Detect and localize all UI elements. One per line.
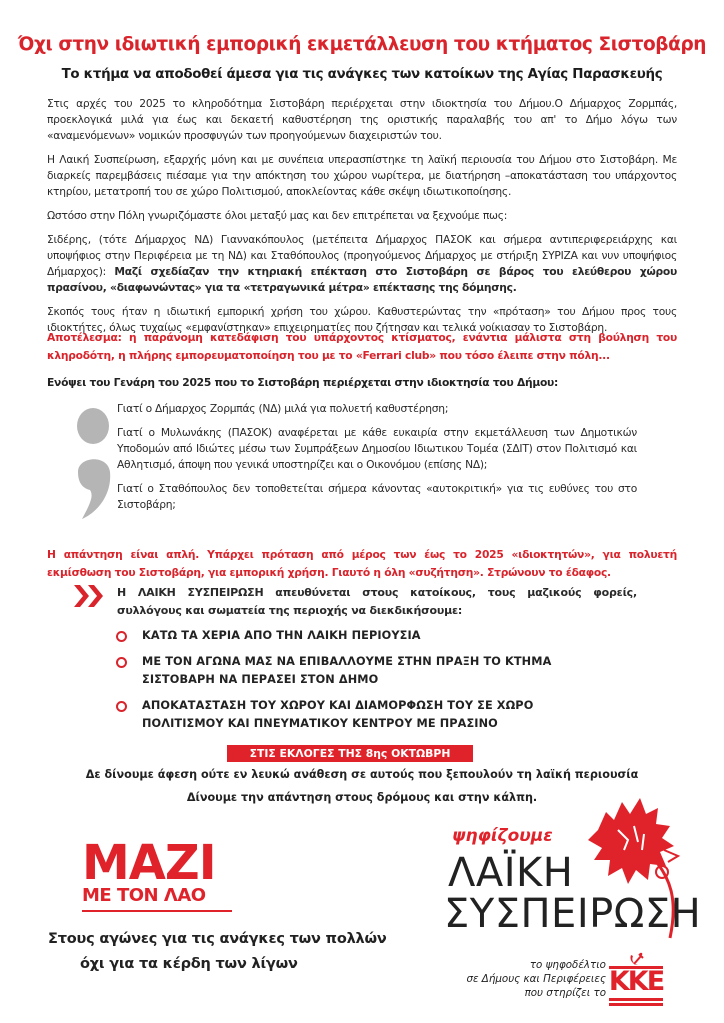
paragraph-1: Στις αρχές του 2025 το κληροδότημα Σιστοβάρη περιέρχεται στην ιδιοκτησία του Δήμου.Ο Δήμαρχος Ζορμπάς, προεκλογικά μιλά για έως και δεκαετή καθυστέρηση της οριστικής παραλαβής του απ' το Δήμο λόγω των «αναμενόμενων» νομικών προσφυγών των προηγούμενων διαχειριστών του. [47, 97, 677, 142]
circle-bullet-icon [116, 631, 127, 642]
slogan-line-2: όχι για τα κέρδη των λίγων [80, 956, 298, 972]
quote-mark-icon [68, 404, 118, 519]
questions-list [117, 401, 637, 521]
answer-paragraph: Η απάντηση είναι απλή. Υπάρχει πρόταση από μέρος των έως το 2025 «ιδιοκτητών», για πολυετή εκμίσθωση του Σιστοβάρη, για εμπορική χρήση. Γιαυτό η όλη «συζήτηση». Στρώνουν το έδαφος. [47, 548, 677, 579]
demand-item [114, 627, 614, 645]
kke-logo-letters: ΚΚΕ [608, 966, 664, 997]
mazi-logo-big: ΜΑΖΙ [82, 835, 216, 891]
circle-bullet-icon [116, 701, 127, 712]
kke-caption-line: το ψηφοδέλτιο [529, 959, 606, 971]
kke-caption-line: σε Δήμους και Περιφέρειες [466, 973, 606, 985]
intro-section [47, 96, 677, 344]
paragraph-5: Σκοπός τους ήταν η ιδιωτική εμπορική χρήση του χώρου. Καθυστερώντας την «πρόταση» του Δήμου προς τους ιδιοκτήτες, όλως τυχαίως «εμφανίστηκαν» επιχειρηματίες που ζήτησαν και τελικά νοίκιασαν το Σιστοβάρη. [47, 305, 677, 334]
demand-item [114, 697, 614, 733]
demand-text: ΑΠΟΚΑΤΑΣΤΑΣΗ ΤΟΥ ΧΩΡΟΥ ΚΑΙ ΔΙΑΜΟΡΦΩΣΗ ΤΟΥ ΣΕ ΧΩΡΟ ΠΟΛΙΤΙΣΜΟΥ ΚΑΙ ΠΝΕΥΜΑΤΙΚΟΥ ΚΕΝΤΡΟΥ ΜΕ ΠΡΑΣΙΝΟ [142, 699, 534, 730]
paragraph-2: Η Λαική Συσπείρωση, εξαρχής μόνη και με συνέπεια υπερασπίστηκε τη λαϊκή περιουσία του Δήμου στο Σιστοβάρη. Με διαρκείς παρεμβάσεις πιέσαμε για την απόκτηση του χώρου νωρίτερα, με διατήρηση –αποκατάσταση του υπάρχοντος κτηρίου, μετατροπή του σε χώρο Πολιτισμού, αποκλείοντας κάθε σκέψη ιδιωτικοποίησης. [47, 153, 677, 198]
closing-line-1: Δε δίνουμε άφεση ούτε εν λευκώ ανάθεση σε αυτούς που ξεπουλούν τη λαϊκή περιουσία [85, 768, 639, 781]
kke-logo [605, 952, 667, 1008]
paragraph-4-plain: Σιδέρης, (τότε Δήμαρχος ΝΔ) Γιαννακόπουλος (μετέπειτα Δήμαρχος ΠΑΣΟΚ και σήμερα αντιπεριφερειάρχης και υποψήφιος στην Περιφέρεια με τη ΝΔ) και Σταθόπουλος (προηγούμενος Δήμαρχος με στήριξη ΣΥΡΙΖΑ και νυν υποψήφιος Δήμαρχος): [47, 233, 677, 278]
kke-logo-bar [609, 1003, 663, 1006]
mazi-logo-small: ΜΕ ΤΟΝ ΛΑΟ [82, 886, 232, 912]
demand-text: ΜΕ ΤΟΝ ΑΓΩΝΑ ΜΑΣ ΝΑ ΕΠΙΒΑΛΛΟΥΜΕ ΣΤΗΝ ΠΡΑΞΗ ΤΟ ΚΤΗΜΑ ΣΙΣΤΟΒΑΡΗ ΝΑ ΠΕΡΑΣΕΙ ΣΤΟΝ ΔΗΜΟ [142, 655, 552, 686]
page-subtitle: Το κτήμα να αποδοθεί άμεσα για τις ανάγκες των κατοίκων της Αγίας Παρασκευής [61, 67, 663, 82]
kke-caption [466, 958, 606, 1000]
ahead-heading: Ενόψει του Γενάρη του 2025 που το Σιστοβάρη περιέρχεται στην ιδιοκτησία του Δήμου: [47, 376, 559, 389]
demand-text: ΚΑΤΩ ΤΑ ΧΕΡΙΑ ΑΠΟ ΤΗΝ ΛΑΙΚΗ ΠΕΡΙΟΥΣΙΑ [142, 629, 421, 642]
result-paragraph: Αποτέλεσμα: η παράνομη κατεδάφιση του υπάρχοντος κτίσματος, ενάντια μάλιστα στη βούληση του κληροδότη, η πλήρης εμπορευματοποίηση του με το «Ferrari club» που τόσο έλειπε στην πόλη... [47, 331, 677, 362]
paragraph-4-bold: Μαζί σχεδίαζαν την κτηριακή επέκταση στο Σιστοβάρη σε βάρος του ελεύθερου χώρου πρασίνου, «διαφωνώντας» για τα «τετραγωνικά μέτρα» επέκτασης της δόμησης. [47, 265, 677, 294]
circle-bullet-icon [116, 657, 127, 668]
question-item: Γιατί ο Δήμαρχος Ζορμπάς (ΝΔ) μιλά για πολυετή καθυστέρηση; [117, 402, 449, 415]
page-title: Όχι στην ιδιωτική εμπορική εκμετάλλευση του κτήματος Σιστοβάρη [17, 34, 707, 55]
hammer-sickle-icon [627, 952, 645, 967]
election-banner: ΣΤΙΣ ΕΚΛΟΓΕΣ ΤΗΣ 8ης ΟΚΤΩΒΡΗ [227, 745, 473, 762]
slogan-line-1: Στους αγώνες για τις ανάγκες των πολλών [48, 931, 387, 947]
demands-list [114, 627, 614, 741]
double-chevron-icon [72, 583, 106, 609]
demand-item [114, 653, 614, 689]
mazi-logo [82, 835, 232, 912]
paragraph-3: Ωστόσο στην Πόλη γνωριζόμαστε όλοι μεταξύ μας και δεν επιτρέπεται να ξεχνούμε πως: [47, 209, 508, 222]
question-item: Γιατί ο Μυλωνάκης (ΠΑΣΟΚ) αναφέρεται με κάθε ευκαιρία στην εκμετάλλευση των Δημοτικών Υποδομών από Ιδιώτες μέσω των Συμπράξεων Δημοσίου Ιδιωτικου Τομέα (ΣΔΙΤ) στον Πολιτισμό και Αθλητισμό, άποψη που γενικά υποστηρίζει και ο Οικονόμου (επίσης ΝΔ); [117, 426, 637, 471]
party-name-line-1: ΛΑΪΚΗ [448, 850, 574, 896]
paragraph-4 [47, 232, 677, 296]
party-name-line-2: ΣΥΣΠΕΙΡΩΣΗ [444, 891, 702, 937]
question-item: Γιατί ο Σταθόπουλος δεν τοποθετείται σήμερα κάνοντας «αυτοκριτική» για τις ευθύνες του στο Σιστοβάρη; [117, 482, 637, 511]
kke-caption-line: που στηρίζει το [524, 987, 606, 999]
appeal-text: Η ΛΑΙΚΗ ΣΥΣΠΕΙΡΩΣΗ απευθύνεται στους κατοίκους, τους μαζικούς φορείς, συλλόγους και σωματεία της περιοχής να διεκδικήσουμε: [117, 586, 637, 617]
kke-logo-bar [609, 998, 663, 1001]
closing-line-2: Δίνουμε την απάντηση στους δρόμους και στην κάλπη. [186, 791, 538, 804]
vote-word: ψηφίζουμε [452, 826, 553, 846]
